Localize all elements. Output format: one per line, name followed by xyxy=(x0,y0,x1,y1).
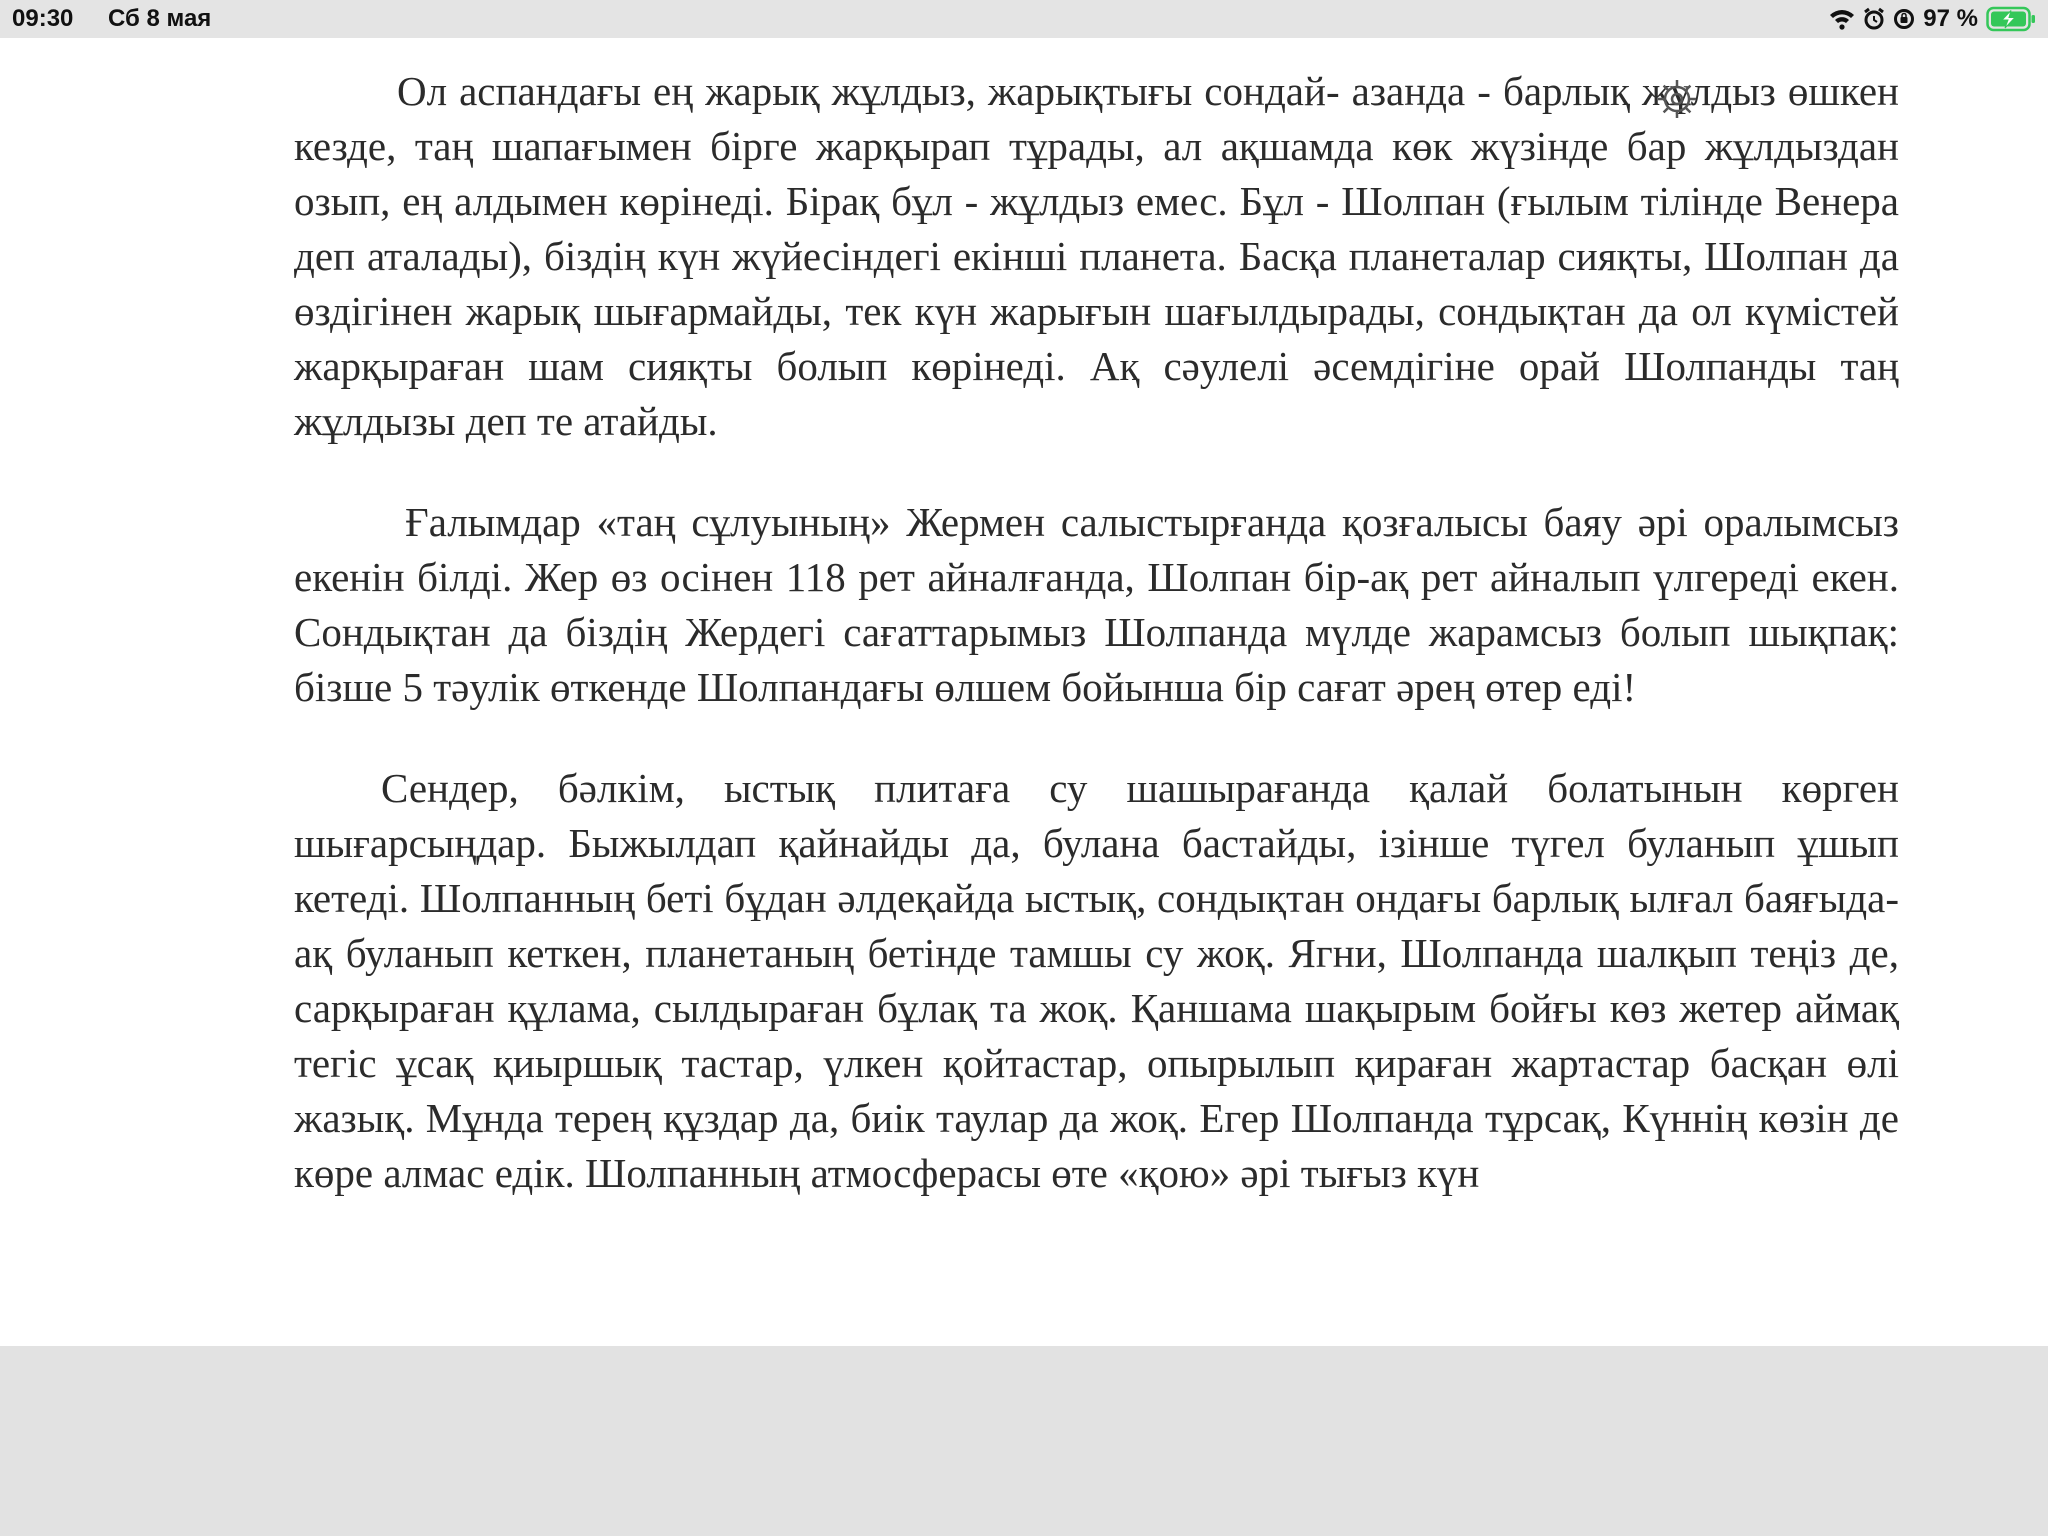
gear-icon[interactable] xyxy=(1654,76,1700,122)
document-text xyxy=(294,64,1899,1247)
orientation-lock-icon xyxy=(1893,8,1915,30)
bottom-panel xyxy=(0,1346,2048,1536)
battery-charging-icon xyxy=(1986,6,2036,32)
status-icons xyxy=(1829,4,2036,34)
alarm-icon xyxy=(1863,7,1885,31)
paragraph-1: Ол аспандағы ең жарық жұлдыз, жарықтығы сондай- азанда - барлық жұлдыз өшкен кезде, таң шапағымен бірге жарқырап тұрады, ал ақшамда көк жүзінде бар жұлдыздан озып, ең алдымен көрінеді. Бірақ бұл - жұлдыз емес. Бұл - Шолпан (ғылым тілінде Венера деп аталады), біздің күн жүйесіндегі екінші планета. Басқа планеталар сияқты, Шолпан да өздігінен жарық шығармайды, тек күн жарығын шағылдырады, сондықтан да ол күмістей жарқыраған шам сияқты болып көрінеді. Ақ сәулелі әсемдігіне орай Шолпанды таң жұлдызы деп те атайды. xyxy=(294,68,1899,444)
status-date: Сб 8 мая xyxy=(108,5,212,32)
status-bar xyxy=(0,0,2048,38)
paragraph-2: Ғалымдар «таң сұлуының» Жермен салыстырғанда қозғалысы баяу әрі оралымсыз екенін білді. Жер өз осінен 118 рет айналғанда, Шолпан бір-ақ рет айналып үлгереді екен. Сондықтан да біздің Жердегі сағаттарымыз Шолпанда мүлде жарамсыз болып шықпақ: бізше 5 тәулік өткенде Шолпандағы өлшем бойынша бір сағат әрең өтер еді! xyxy=(294,499,1899,710)
wifi-icon xyxy=(1829,8,1855,30)
status-time: 09:30 xyxy=(12,5,74,32)
paragraph-3: Сендер, бәлкім, ыстық плитаға су шашырағанда қалай болатынын көрген шығарсыңдар. Быжылдап қайнайды да, булана бастайды, ізінше түгел буланып ұшып кетеді. Шолпанның беті бұдан әлдеқайда ыстық, сондықтан ондағы барлық ылғал баяғыда-ақ буланып кеткен, планетаның бетінде тамшы су жоқ. Ягни, Шолпанда шалқып теңіз де, сарқыраған құлама, сылдыраған бұлақ та жоқ. Қаншама шақырым бойғы көз жетер аймақ тегіс ұсақ қиыршық тастар, үлкен қойтастар, опырылып қираған жартастар басқан өлі жазық. Мұнда терең құздар да, биік таулар да жоқ. Егер Шолпанда тұрсақ, Күннің көзін де көре алмас едік. Шолпанның атмосферасы өте «қою» әрі тығыз күн xyxy=(294,765,1899,1196)
document-view[interactable] xyxy=(0,38,2048,1346)
battery-percent: 97 % xyxy=(1923,5,1978,32)
